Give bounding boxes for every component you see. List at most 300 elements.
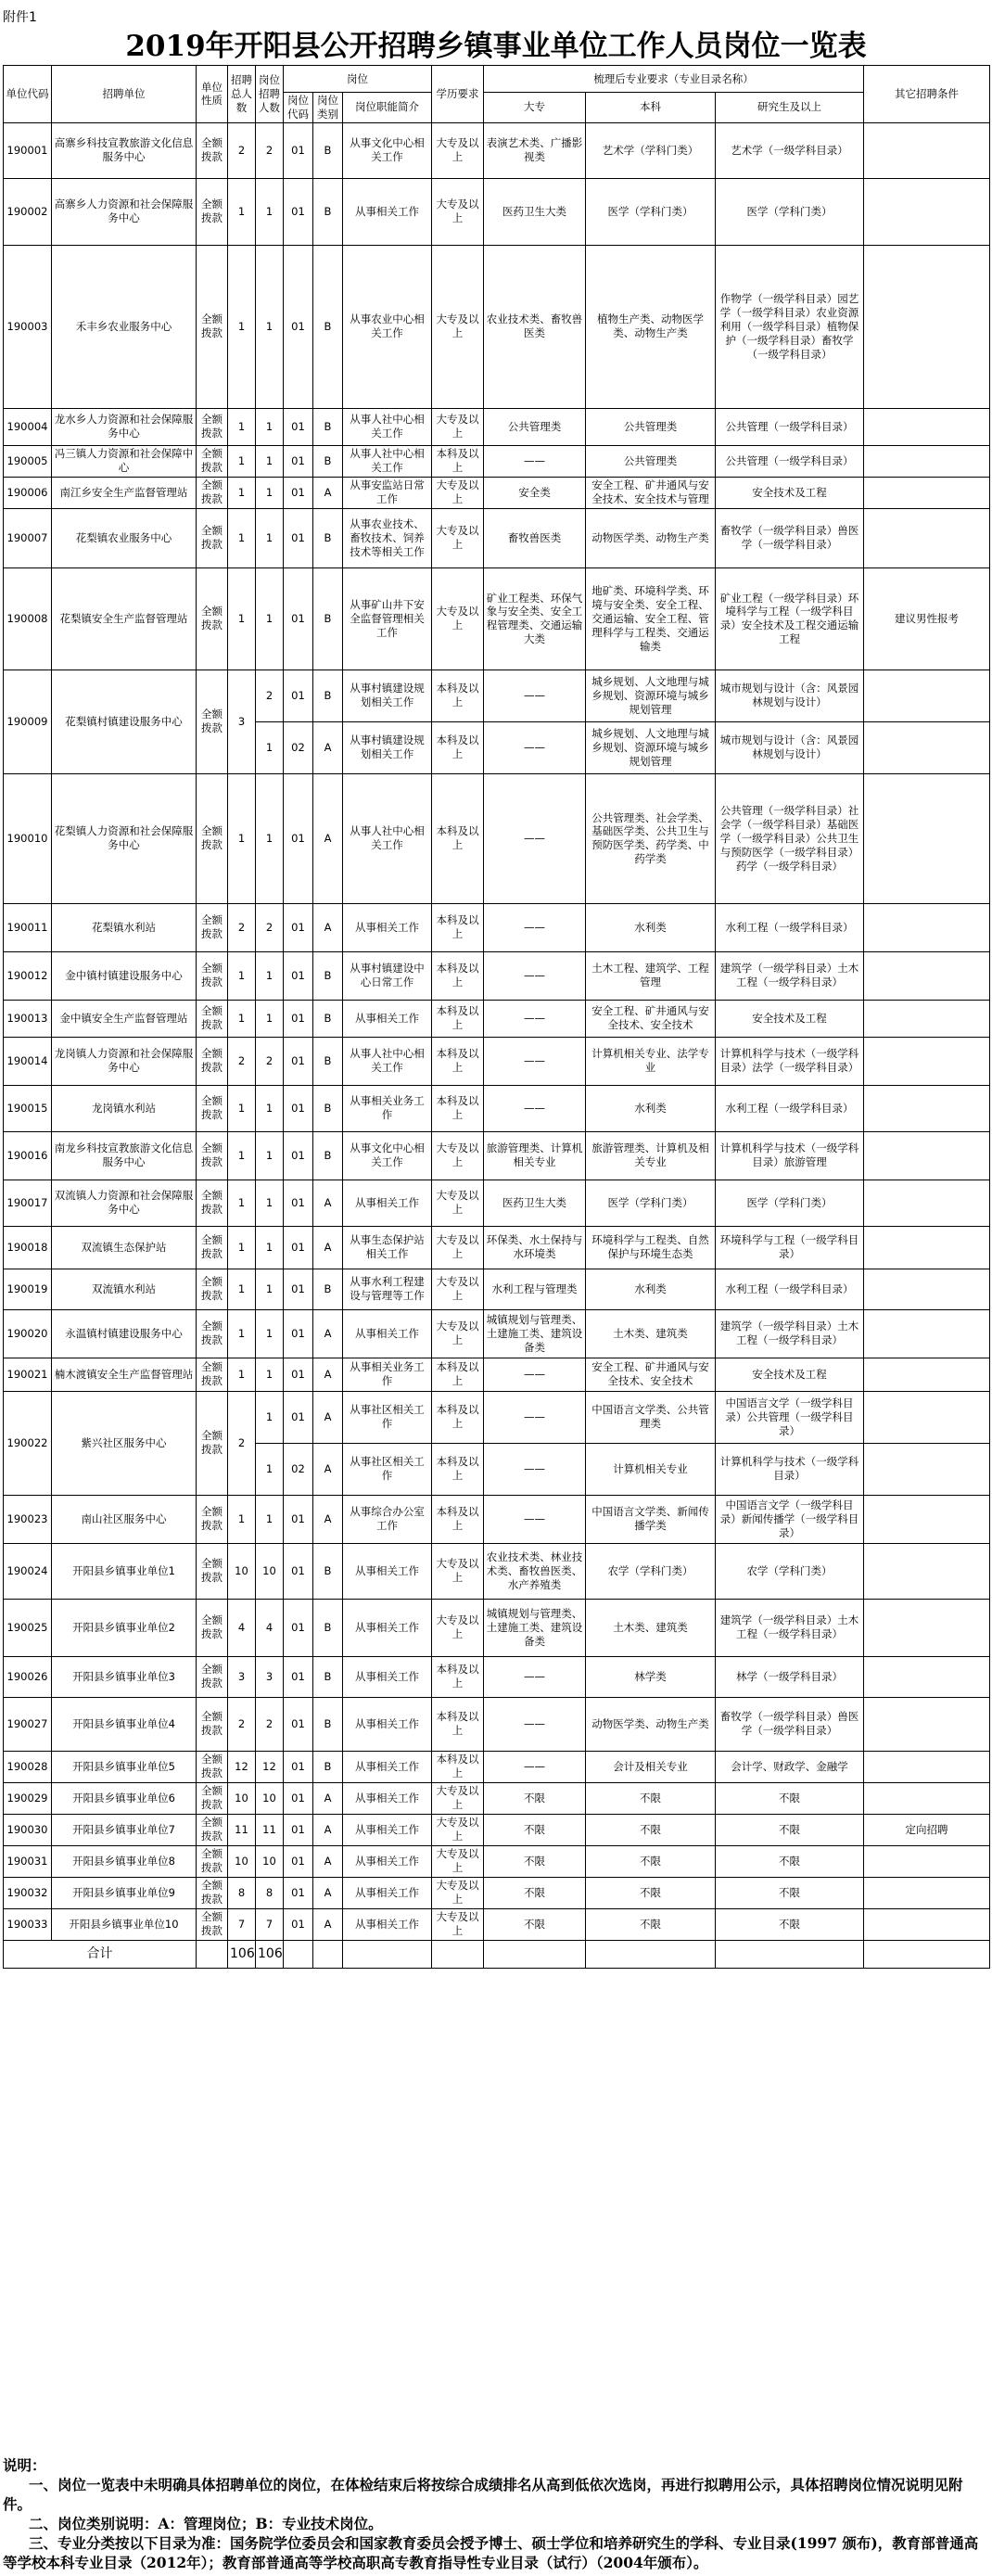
major-undergrad: 中国语言文学类、公共管理类 <box>586 1391 716 1443</box>
post-code: 01 <box>284 773 313 903</box>
post-duty: 从事村镇建设规划相关工作 <box>343 721 432 773</box>
unit-total: 2 <box>228 122 256 178</box>
post-code: 01 <box>284 1751 313 1782</box>
post-code: 01 <box>284 445 313 477</box>
post-code: 01 <box>284 1782 313 1814</box>
unit-total: 3 <box>228 1656 256 1697</box>
major-undergrad: 土木类、建筑类 <box>586 1309 716 1358</box>
table-row <box>4 245 990 408</box>
major-undergrad: 林学类 <box>586 1656 716 1697</box>
unit-name: 开阳县乡镇事业单位6 <box>52 1782 197 1814</box>
major-college: 安全类 <box>484 477 586 508</box>
unit-total: 1 <box>228 1180 256 1226</box>
unit-nature: 全额拨款 <box>197 1269 228 1309</box>
post-type: B <box>313 951 343 1000</box>
unit-name: 开阳县乡镇事业单位5 <box>52 1751 197 1782</box>
table-row <box>4 903 990 951</box>
other-conditions <box>864 1180 990 1226</box>
table-row <box>4 445 990 477</box>
post-code: 01 <box>284 951 313 1000</box>
post-code: 01 <box>284 122 313 178</box>
post-count: 1 <box>256 445 284 477</box>
unit-nature: 全额拨款 <box>197 1908 228 1940</box>
table-row <box>4 1814 990 1845</box>
major-college: 旅游管理类、计算机相关专业 <box>484 1131 586 1180</box>
unit-code: 190008 <box>4 567 52 670</box>
unit-code: 190012 <box>4 951 52 1000</box>
unit-code: 190029 <box>4 1782 52 1814</box>
major-undergrad: 计算机相关专业、法学专业 <box>586 1037 716 1085</box>
post-duty: 从事村镇建设中心日常工作 <box>343 951 432 1000</box>
post-code: 01 <box>284 408 313 445</box>
table-row <box>4 1697 990 1751</box>
post-code: 01 <box>284 245 313 408</box>
other-conditions <box>864 508 990 567</box>
major-grad: 不限 <box>716 1908 864 1940</box>
unit-nature: 全额拨款 <box>197 1845 228 1877</box>
education: 大专及以上 <box>432 1131 484 1180</box>
post-code: 01 <box>284 1226 313 1269</box>
major-undergrad: 植物生产类、动物医学类、动物生产类 <box>586 245 716 408</box>
other-conditions <box>864 1269 990 1309</box>
unit-code: 190033 <box>4 1908 52 1940</box>
major-undergrad: 城乡规划、人文地理与城乡规划、资源环境与城乡规划管理 <box>586 721 716 773</box>
unit-total: 2 <box>228 1697 256 1751</box>
major-grad: 不限 <box>716 1877 864 1908</box>
major-grad: 建筑学（一级学科目录）土木工程（一级学科目录） <box>716 951 864 1000</box>
major-college: —— <box>484 1495 586 1543</box>
post-duty: 从事相关工作 <box>343 1180 432 1226</box>
unit-name: 高寨乡人力资源和社会保障服务中心 <box>52 178 197 245</box>
education: 本科及以上 <box>432 1697 484 1751</box>
major-undergrad: 医学（学科门类） <box>586 178 716 245</box>
education: 本科及以上 <box>432 903 484 951</box>
unit-name: 开阳县乡镇事业单位3 <box>52 1656 197 1697</box>
major-college: 农业技术类、林业技术类、畜牧兽医类、水产养殖类 <box>484 1543 586 1599</box>
note-3: 三、专业分类按以下目录为准：国务院学位委员会和国家教育委员会授予博士、硕士学位和培养研究生的学科、专业目录(1997 颁布)，教育部普通高等学校本科专业目录（2012年）；教育部普通高等学校高职高专教育指导性专业目录（试行）（2004年颁布）。 <box>3 2534 979 2571</box>
unit-code: 190006 <box>4 477 52 508</box>
post-count: 1 <box>256 1309 284 1358</box>
table-row <box>4 1656 990 1697</box>
unit-total: 1 <box>228 445 256 477</box>
major-grad: 建筑学（一级学科目录）土木工程（一级学科目录） <box>716 1599 864 1656</box>
other-conditions <box>864 951 990 1000</box>
unit-total: 1 <box>228 1309 256 1358</box>
major-undergrad: 水利类 <box>586 1269 716 1309</box>
post-code: 01 <box>284 1085 313 1131</box>
major-grad: 中国语言文学（一级学科目录）公共管理（一级学科目录） <box>716 1391 864 1443</box>
post-count: 8 <box>256 1877 284 1908</box>
post-type: A <box>313 1358 343 1391</box>
other-conditions <box>864 1782 990 1814</box>
unit-nature: 全额拨款 <box>197 1599 228 1656</box>
post-duty: 从事综合办公室工作 <box>343 1495 432 1543</box>
table-row <box>4 1226 990 1269</box>
table-row <box>4 1495 990 1543</box>
unit-total: 2 <box>228 1037 256 1085</box>
post-duty: 从事农业技术、畜牧技术、饲养技术等相关工作 <box>343 508 432 567</box>
major-college: 城镇规划与管理类、土建施工类、建筑设备类 <box>484 1599 586 1656</box>
other-conditions <box>864 1845 990 1877</box>
unit-nature: 全额拨款 <box>197 1543 228 1599</box>
major-undergrad: 艺术学（学科门类） <box>586 122 716 178</box>
unit-name: 开阳县乡镇事业单位4 <box>52 1697 197 1751</box>
post-count: 2 <box>256 903 284 951</box>
unit-total: 1 <box>228 1495 256 1543</box>
major-grad: 计算机科学与技术（一级学科目录）旅游管理 <box>716 1131 864 1180</box>
education: 大专及以上 <box>432 1269 484 1309</box>
post-duty: 从事相关工作 <box>343 1908 432 1940</box>
unit-total: 10 <box>228 1845 256 1877</box>
post-duty: 从事人社中心相关工作 <box>343 408 432 445</box>
unit-nature: 全额拨款 <box>197 567 228 670</box>
post-code: 01 <box>284 1391 313 1443</box>
major-undergrad: 安全工程、矿井通风与安全技术、安全技术 <box>586 1358 716 1391</box>
unit-code: 190028 <box>4 1751 52 1782</box>
post-count: 1 <box>256 1443 284 1495</box>
post-code: 01 <box>284 1543 313 1599</box>
post-duty: 从事相关工作 <box>343 1877 432 1908</box>
major-undergrad: 中国语言文学类、新闻传播学类 <box>586 1495 716 1543</box>
post-duty: 从事相关业务工作 <box>343 1358 432 1391</box>
major-grad: 城市规划与设计（含：风景园林规划与设计） <box>716 721 864 773</box>
table-row <box>4 1908 990 1940</box>
education: 大专及以上 <box>432 477 484 508</box>
post-code: 01 <box>284 1180 313 1226</box>
unit-total: 10 <box>228 1782 256 1814</box>
total-nature <box>197 1940 228 1968</box>
unit-nature: 全额拨款 <box>197 1391 228 1495</box>
unit-nature: 全额拨款 <box>197 122 228 178</box>
unit-total: 4 <box>228 1599 256 1656</box>
unit-total: 1 <box>228 408 256 445</box>
major-undergrad: 医学（学科门类） <box>586 1180 716 1226</box>
major-undergrad: 环境科学与工程类、自然保护与环境生态类 <box>586 1226 716 1269</box>
unit-nature: 全额拨款 <box>197 1085 228 1131</box>
education: 大专及以上 <box>432 1845 484 1877</box>
table-row <box>4 670 990 721</box>
post-duty: 从事相关工作 <box>343 1543 432 1599</box>
major-undergrad: 土木类、建筑类 <box>586 1599 716 1656</box>
education: 本科及以上 <box>432 1443 484 1495</box>
unit-name: 花梨镇水利站 <box>52 903 197 951</box>
unit-total: 1 <box>228 477 256 508</box>
header-major: 梳理后专业要求（专业目录名称） <box>484 66 864 93</box>
post-type: B <box>313 567 343 670</box>
major-college: 畜牧兽医类 <box>484 508 586 567</box>
unit-total: 1 <box>228 1226 256 1269</box>
post-count: 1 <box>256 1391 284 1443</box>
major-college: —— <box>484 721 586 773</box>
unit-total: 1 <box>228 1000 256 1037</box>
major-grad: 水利工程（一级学科目录） <box>716 1085 864 1131</box>
major-undergrad: 不限 <box>586 1814 716 1845</box>
table-row <box>4 408 990 445</box>
education: 本科及以上 <box>432 445 484 477</box>
major-college: —— <box>484 1443 586 1495</box>
unit-total: 10 <box>228 1543 256 1599</box>
post-duty: 从事人社中心相关工作 <box>343 773 432 903</box>
post-count: 2 <box>256 670 284 721</box>
post-code: 01 <box>284 1131 313 1180</box>
other-conditions <box>864 1391 990 1443</box>
post-count: 1 <box>256 178 284 245</box>
post-code: 01 <box>284 508 313 567</box>
unit-name: 南山社区服务中心 <box>52 1495 197 1543</box>
unit-name: 花梨镇安全生产监督管理站 <box>52 567 197 670</box>
other-conditions <box>864 670 990 721</box>
post-type: A <box>313 1443 343 1495</box>
unit-nature: 全额拨款 <box>197 903 228 951</box>
note-2: 二、岗位类别说明：A：管理岗位；B：专业技术岗位。 <box>29 2515 383 2532</box>
post-duty: 从事社区相关工作 <box>343 1391 432 1443</box>
major-grad: 作物学（一级学科目录）园艺学（一级学科目录）农业资源利用（一级学科目录）植物保护（一级学科目录）畜牧学（一级学科目录） <box>716 245 864 408</box>
post-duty: 从事人社中心相关工作 <box>343 1037 432 1085</box>
major-undergrad: 安全工程、矿井通风与安全技术、安全技术 <box>586 1000 716 1037</box>
post-code: 01 <box>284 1877 313 1908</box>
major-grad: 不限 <box>716 1845 864 1877</box>
post-type: A <box>313 477 343 508</box>
header-grad: 研究生及以上 <box>716 93 864 123</box>
major-grad: 安全技术及工程 <box>716 477 864 508</box>
unit-nature: 全额拨款 <box>197 1358 228 1391</box>
unit-name: 双流镇生态保护站 <box>52 1226 197 1269</box>
post-duty: 从事相关工作 <box>343 1309 432 1358</box>
table-row <box>4 1180 990 1226</box>
post-duty: 从事相关工作 <box>343 1000 432 1037</box>
unit-total: 1 <box>228 1358 256 1391</box>
post-count: 1 <box>256 1358 284 1391</box>
education: 本科及以上 <box>432 1495 484 1543</box>
table-row <box>4 1845 990 1877</box>
education: 大专及以上 <box>432 1309 484 1358</box>
major-undergrad: 城乡规划、人文地理与城乡规划、资源环境与城乡规划管理 <box>586 670 716 721</box>
table-row <box>4 1085 990 1131</box>
other-conditions <box>864 1037 990 1085</box>
unit-name: 双流镇人力资源和社会保障服务中心 <box>52 1180 197 1226</box>
major-college: 不限 <box>484 1814 586 1845</box>
unit-nature: 全额拨款 <box>197 773 228 903</box>
post-count: 1 <box>256 773 284 903</box>
education: 大专及以上 <box>432 508 484 567</box>
post-code: 01 <box>284 1908 313 1940</box>
major-college: 不限 <box>484 1845 586 1877</box>
major-grad: 计算机科学与技术（一级学科目录） <box>716 1443 864 1495</box>
education: 大专及以上 <box>432 1180 484 1226</box>
major-grad: 畜牧学（一级学科目录）兽医学（一级学科目录） <box>716 508 864 567</box>
post-duty: 从事村镇建设规划相关工作 <box>343 670 432 721</box>
other-conditions <box>864 1131 990 1180</box>
major-undergrad: 动物医学类、动物生产类 <box>586 508 716 567</box>
table-row <box>4 773 990 903</box>
unit-code: 190018 <box>4 1226 52 1269</box>
education: 大专及以上 <box>432 1599 484 1656</box>
unit-code: 190001 <box>4 122 52 178</box>
unit-nature: 全额拨款 <box>197 477 228 508</box>
education: 本科及以上 <box>432 721 484 773</box>
post-duty: 从事文化中心相关工作 <box>343 122 432 178</box>
header-education: 学历要求 <box>432 66 484 123</box>
major-grad: 畜牧学（一级学科目录）兽医学（一级学科目录） <box>716 1697 864 1751</box>
major-college: 水利工程与管理类 <box>484 1269 586 1309</box>
post-type: B <box>313 1656 343 1697</box>
unit-code: 190027 <box>4 1697 52 1751</box>
other-conditions <box>864 445 990 477</box>
unit-name: 开阳县乡镇事业单位7 <box>52 1814 197 1845</box>
post-code: 01 <box>284 178 313 245</box>
major-grad: 城市规划与设计（含：风景园林规划与设计） <box>716 670 864 721</box>
unit-name: 南江乡安全生产监督管理站 <box>52 477 197 508</box>
unit-nature: 全额拨款 <box>197 1697 228 1751</box>
education: 大专及以上 <box>432 408 484 445</box>
unit-name: 双流镇水利站 <box>52 1269 197 1309</box>
unit-name: 花梨镇村镇建设服务中心 <box>52 670 197 773</box>
post-type: A <box>313 1391 343 1443</box>
other-conditions <box>864 178 990 245</box>
unit-total: 3 <box>228 670 256 773</box>
unit-name: 金中镇安全生产监督管理站 <box>52 1000 197 1037</box>
total-count: 106 <box>228 1940 256 1968</box>
post-type: B <box>313 670 343 721</box>
unit-code: 190010 <box>4 773 52 903</box>
unit-code: 190024 <box>4 1543 52 1599</box>
post-duty: 从事水利工程建设与管理等工作 <box>343 1269 432 1309</box>
other-conditions <box>864 721 990 773</box>
unit-name: 开阳县乡镇事业单位1 <box>52 1543 197 1599</box>
post-duty: 从事相关工作 <box>343 1814 432 1845</box>
post-code: 02 <box>284 1443 313 1495</box>
major-undergrad: 公共管理类 <box>586 408 716 445</box>
other-conditions <box>864 1309 990 1358</box>
table-row <box>4 1358 990 1391</box>
attachment-label: 附件1 <box>3 10 37 25</box>
major-grad: 不限 <box>716 1814 864 1845</box>
major-undergrad: 安全工程、矿井通风与安全技术、安全技术与管理 <box>586 477 716 508</box>
post-duty: 从事相关工作 <box>343 1845 432 1877</box>
header-unit: 招聘单位 <box>52 66 197 123</box>
unit-name: 金中镇村镇建设服务中心 <box>52 951 197 1000</box>
unit-code: 190002 <box>4 178 52 245</box>
unit-nature: 全额拨款 <box>197 1877 228 1908</box>
unit-nature: 全额拨款 <box>197 245 228 408</box>
unit-code: 190025 <box>4 1599 52 1656</box>
post-code: 01 <box>284 477 313 508</box>
post-type: A <box>313 1908 343 1940</box>
post-type: A <box>313 903 343 951</box>
post-type: B <box>313 1000 343 1037</box>
post-count: 1 <box>256 951 284 1000</box>
unit-code: 190003 <box>4 245 52 408</box>
education: 大专及以上 <box>432 1543 484 1599</box>
post-code: 01 <box>284 1495 313 1543</box>
post-duty: 从事相关业务工作 <box>343 1085 432 1131</box>
post-type: A <box>313 1782 343 1814</box>
post-count: 1 <box>256 567 284 670</box>
unit-total: 1 <box>228 1131 256 1180</box>
unit-name: 开阳县乡镇事业单位9 <box>52 1877 197 1908</box>
post-duty: 从事人社中心相关工作 <box>343 445 432 477</box>
post-code: 01 <box>284 1037 313 1085</box>
major-undergrad: 计算机相关专业 <box>586 1443 716 1495</box>
major-college: 表演艺术类、广播影视类 <box>484 122 586 178</box>
education: 大专及以上 <box>432 1908 484 1940</box>
other-conditions <box>864 1495 990 1543</box>
major-grad: 水利工程（一级学科目录） <box>716 903 864 951</box>
other-conditions <box>864 477 990 508</box>
education: 本科及以上 <box>432 1085 484 1131</box>
post-code: 01 <box>284 1697 313 1751</box>
post-type: A <box>313 1877 343 1908</box>
unit-code: 190013 <box>4 1000 52 1037</box>
unit-code: 190026 <box>4 1656 52 1697</box>
post-type: B <box>313 178 343 245</box>
unit-nature: 全额拨款 <box>197 178 228 245</box>
table-body <box>4 122 990 1940</box>
other-conditions <box>864 1358 990 1391</box>
other-conditions <box>864 773 990 903</box>
post-type: A <box>313 773 343 903</box>
major-grad: 林学（一级学科目录） <box>716 1656 864 1697</box>
major-college: 环保类、水土保持与水环境类 <box>484 1226 586 1269</box>
unit-total: 1 <box>228 1269 256 1309</box>
major-grad: 医学（学科门类） <box>716 1180 864 1226</box>
post-count: 2 <box>256 1037 284 1085</box>
education: 大专及以上 <box>432 1877 484 1908</box>
major-college: 医药卫生大类 <box>484 1180 586 1226</box>
unit-nature: 全额拨款 <box>197 1495 228 1543</box>
post-code: 01 <box>284 567 313 670</box>
education: 本科及以上 <box>432 1037 484 1085</box>
post-duty: 从事相关工作 <box>343 1599 432 1656</box>
unit-name: 开阳县乡镇事业单位8 <box>52 1845 197 1877</box>
major-college: —— <box>484 1656 586 1697</box>
education: 大专及以上 <box>432 567 484 670</box>
other-conditions <box>864 122 990 178</box>
recruitment-table <box>3 65 990 1969</box>
major-college: —— <box>484 903 586 951</box>
header-college: 大专 <box>484 93 586 123</box>
major-grad: 环境科学与工程（一级学科目录） <box>716 1226 864 1269</box>
post-duty: 从事相关工作 <box>343 1751 432 1782</box>
unit-code: 190017 <box>4 1180 52 1226</box>
post-type: B <box>313 1599 343 1656</box>
unit-nature: 全额拨款 <box>197 1180 228 1226</box>
unit-code: 190007 <box>4 508 52 567</box>
unit-nature: 全额拨款 <box>197 1782 228 1814</box>
unit-code: 190022 <box>4 1391 52 1495</box>
post-type: A <box>313 721 343 773</box>
unit-nature: 全额拨款 <box>197 1037 228 1085</box>
major-undergrad: 不限 <box>586 1845 716 1877</box>
post-type: B <box>313 1751 343 1782</box>
total-label: 合计 <box>4 1940 197 1968</box>
table-row <box>4 1131 990 1180</box>
table-row <box>4 1543 990 1599</box>
post-type: B <box>313 1543 343 1599</box>
education: 本科及以上 <box>432 1391 484 1443</box>
unit-code: 190004 <box>4 408 52 445</box>
major-college: —— <box>484 1000 586 1037</box>
unit-total: 1 <box>228 773 256 903</box>
major-undergrad: 水利类 <box>586 903 716 951</box>
post-code: 01 <box>284 903 313 951</box>
post-count: 1 <box>256 1495 284 1543</box>
table-row <box>4 1269 990 1309</box>
post-count: 1 <box>256 1131 284 1180</box>
post-duty: 从事相关工作 <box>343 1782 432 1814</box>
unit-nature: 全额拨款 <box>197 1000 228 1037</box>
unit-name: 楠木渡镇安全生产监督管理站 <box>52 1358 197 1391</box>
